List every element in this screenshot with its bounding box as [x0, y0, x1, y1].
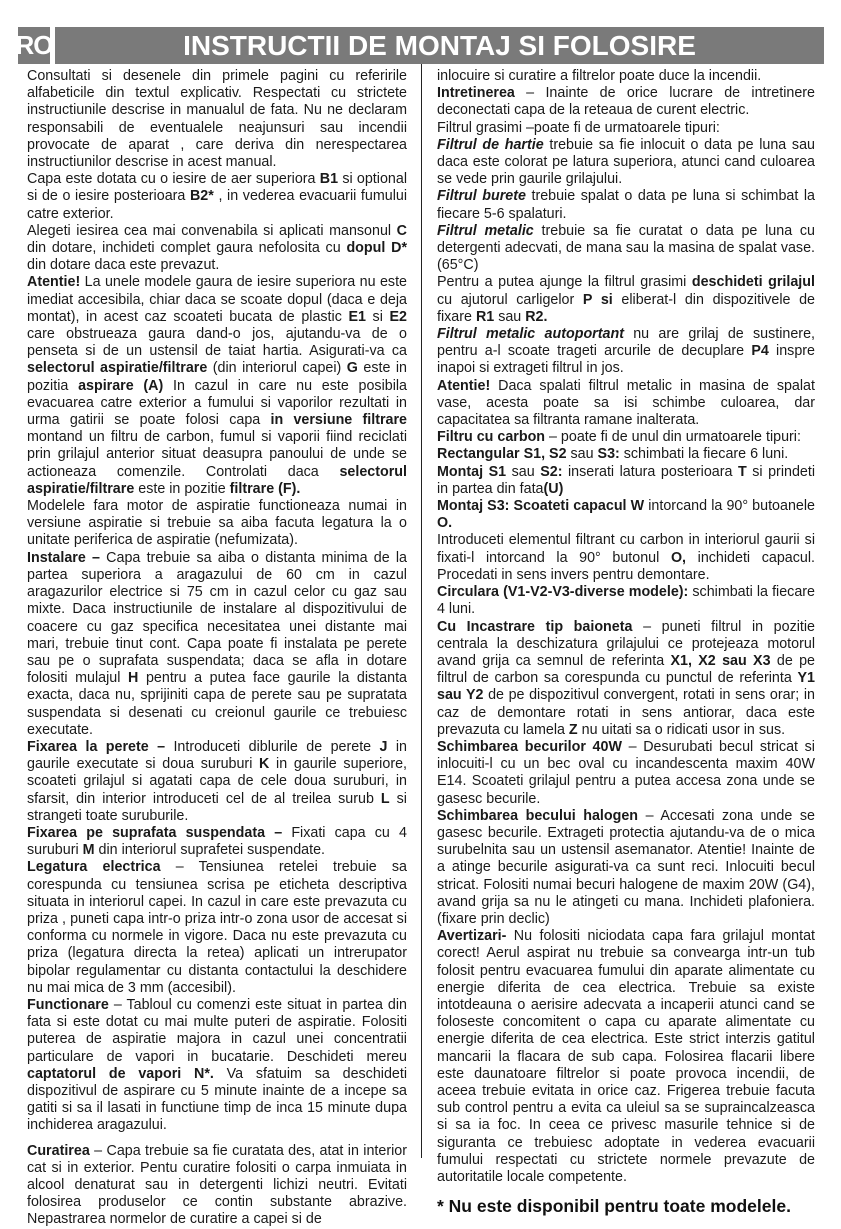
text-run: si prindeti in partea din fata	[437, 463, 815, 497]
emphasis-text: Filtrul metalic autoportant	[437, 326, 624, 343]
page-title	[55, 27, 824, 64]
emphasis-text: Intretinerea	[437, 85, 515, 102]
text-run: din dotare, inchideti complet gaura nefolosita cu	[27, 240, 347, 257]
sponge-filter-paragraph	[437, 188, 815, 222]
emphasis-text: Avertizari-	[437, 928, 507, 945]
cleaning-continued: inlocuire si curatire a filtrelor poate duce la incendii.	[437, 68, 762, 84]
outlet-paragraph	[27, 171, 407, 223]
emphasis-text: Z	[568, 721, 578, 738]
emphasis-text: selectorul aspiratie/filtrare	[27, 463, 407, 497]
attention-paragraph	[27, 274, 407, 498]
text-run: Fixati capa cu 4 suruburi	[27, 824, 407, 859]
text-run: inchideti capacul. Procedati in sens invers pentru demontare.	[437, 549, 815, 583]
paper-filter-paragraph	[437, 137, 815, 189]
text-run: si strangeti toate suruburile.	[27, 790, 407, 824]
text-run: si optional si de o iesire posterioara	[27, 171, 407, 205]
text-run: – Tabloul cu comenzi este situat in partea din fata si este dotat cu mai multe puteri de aspiratie. Folositi puterea de aspiratie majora in cazul unei concentratii particulare de vapori in bucatarie. Deschideti mereu	[27, 996, 407, 1065]
text-run: , in vederea evacuarii fumului catre exterior.	[27, 188, 407, 222]
footnote: * Nu este disponibil pentru toate modelele.	[437, 1196, 791, 1217]
electrical-paragraph	[27, 859, 407, 997]
emphasis-text: dopul D*	[346, 240, 408, 257]
emphasis-text: Functionare	[27, 996, 109, 1013]
text-run: in gaurile superiore, scoateti grilajul si agatati capa de cele doua suruburi, in sfarsit, din interior introduceti cel de al treilea surub	[27, 756, 407, 807]
text-run: sau	[506, 463, 541, 480]
text-run: nu are grilaj de sustinere, pentru a-l scoate trageti arcurile de decuplare	[437, 326, 815, 360]
right-column	[437, 68, 815, 1217]
emphasis-text: aspirare (A)	[78, 377, 164, 394]
emphasis-text: Schimbarea becurilor 40W	[437, 738, 622, 755]
emphasis-text	[437, 137, 544, 153]
text-run: Nu folositi niciodata capa fara grilajul montat corect! Aerul aspirat nu trebuie sa convearga intr-un tub folosit pentru evacuarea fumului din aparate alimentate cu energie diferita de cea electrica. Trebuie sa existe intotdeauna o aerisire adecvata a incaperii atunci cand se foloseste concomitent o capa cu aparate alimentate cu energie diferita de cea electrica. Este strict interzis gatitul mancarii la flacara de sub capa. Folosirea flacarii libere este daunatoare filtrelor si poate provoca incendii, de aceea trebuie evitata in orice caz. Frigerea trebuie facuta sub control pentru a evita ca uleiul sa se supraincalzeasca si sa ia foc. In ceea ce privesc masurile tehnice si de siguranta ce trebuiesc adoptate in vederea evacuarii fumului respectati cu strictete normele prevazute de autoritatile locale competente.	[437, 928, 815, 1185]
text-run: cu ajutorul carligelor	[437, 291, 583, 308]
metal-filter-paragraph	[437, 223, 815, 275]
text-run: inspre inapoi si extrageti filtrul in jos.	[437, 343, 815, 377]
emphasis-text: Curatirea	[27, 1142, 90, 1159]
emphasis-text: Legatura electrica	[27, 859, 161, 876]
text-run: Capa este dotata cu o iesire de aer superiora	[27, 171, 320, 188]
grease-filter-intro: Filtrul grasimi –poate fi de urmatoarele tipuri:	[437, 119, 720, 136]
emphasis-text	[437, 223, 534, 239]
text-run: – puneti filtrul in pozitie centrala la deschizatura grilajului ce protejeaza motorul avand grija ca semnul de referinta	[437, 618, 816, 669]
emphasis-text: Fixarea la perete –	[27, 738, 166, 755]
emphasis-text: Filtru cu carbon	[437, 429, 546, 446]
text-run: montand un filtru de carbon, fumul si vaporii fiind reciclati prin grilajul anterior situat deasupra panoului de unde se actioneaza comenzile. Controlati daca	[27, 429, 407, 480]
emphasis-text: Schimbarea becului halogen	[437, 807, 639, 824]
circular-filter	[437, 584, 815, 618]
emphasis-text: (U)	[543, 480, 564, 497]
text-run: – poate fi de unul din urmatoarele tipuri:	[545, 429, 801, 446]
text-run: – Tensiunea retelei trebuie sa corespunda cu tensiunea scrisa pe eticheta descriptiva situata in interiorul capei. In cazul in care este prevazuta cu priza , puneti capa intr-o priza intr-o zona usor de accesat si conforma cu normele in vigore. Daca nu este prevazuta cu priza (legatura directa la retea) aplicati un intrerupator bipolar regulamentar cu distanta contactului la deschidere nu mai mica de 3 mm (accesibil).	[27, 859, 407, 996]
sleeve-paragraph	[27, 223, 407, 275]
emphasis-text: filtrare (F).	[229, 480, 301, 497]
emphasis-text: X1, X2 sau X3	[670, 652, 771, 669]
emphasis-text: Atentie!	[27, 274, 81, 291]
emphasis-text: L	[380, 790, 390, 807]
wall-mount-paragraph	[27, 739, 407, 825]
emphasis-text: K	[259, 756, 270, 773]
emphasis-text: M	[82, 842, 95, 859]
text-run: – Inainte de orice lucrare de intretinere deconectati capa de la reteaua de curent electric.	[437, 85, 815, 119]
text-run: din dotare daca este prevazut.	[27, 257, 220, 274]
text-run: In cazul in care nu este posibila evacuarea catre exterior a fumului si vaporilor rezultati in urma gatirii se poate folosi capa	[27, 377, 407, 429]
text-run: de pe filtrul de carbon sa corespunda cu punctul de referinta	[437, 652, 816, 687]
emphasis-text: Montaj S1	[437, 463, 507, 480]
emphasis-text: Cu Incastrare tip baioneta	[437, 618, 633, 635]
emphasis-text: O.	[437, 515, 453, 532]
text-run: si	[365, 308, 390, 325]
text-run: in gaurile executate si doua suruburi	[27, 738, 407, 773]
text-run: Introduceti diblurile de perete	[165, 738, 380, 755]
emphasis-text: S2:	[540, 463, 563, 480]
maintenance-paragraph	[437, 85, 815, 119]
ceiling-mount-paragraph	[27, 825, 407, 859]
emphasis-text: Filtrul de hartie	[437, 136, 544, 153]
emphasis-text: P si	[582, 291, 613, 308]
installation-paragraph	[27, 550, 407, 739]
bayonet-filter-paragraph	[437, 619, 815, 739]
language-badge	[15, 27, 53, 64]
text-run: este in pozitia	[27, 360, 407, 394]
grille-paragraph	[437, 274, 815, 326]
text-run: – Capa trebuie sa fie curatata des, atat in interior cat si in exterior. Pentu curatire folositi o carpa inmuiata in alcool denaturat sau in detergenti lichizi neutri. Evitati folosirea produselor ce contin substante abrazive. Nepastrarea normelor de curatire a capei si de	[27, 1142, 407, 1228]
text-run: nu uitati sa o ridicati usor in sus.	[577, 721, 786, 738]
emphasis-text: Y1 sau Y2	[437, 670, 815, 704]
emphasis-text: Montaj S3: Scoateti capacul W	[437, 498, 645, 515]
insert-filter-paragraph	[437, 532, 815, 584]
emphasis-text: O,	[670, 549, 687, 566]
text-run: este in pozitie	[134, 480, 230, 497]
language-code: RO	[15, 30, 53, 60]
emphasis-text: captatorul de vapori N*.	[27, 1065, 214, 1082]
mount-s3	[437, 498, 815, 532]
dishwasher-warning	[437, 378, 815, 430]
rectangular-filter	[437, 446, 815, 463]
left-column	[27, 68, 407, 1229]
emphasis-text: Filtrul metalic	[437, 222, 534, 239]
warnings-paragraph	[437, 928, 815, 1186]
column-divider	[421, 64, 422, 1158]
text-run: trebuie spalat o data pe luna si schimbat la fiecare 5-6 spalaturi.	[437, 188, 815, 222]
emphasis-text: E1	[348, 308, 366, 325]
emphasis-text	[437, 326, 624, 342]
emphasis-text: selectorul aspiratie/filtrare	[27, 360, 208, 377]
emphasis-text: G	[346, 360, 358, 377]
text-run: de pe dispozitivul convergent, rotati in sens orar; in caz de demontare rotati in sens antiorar, daca este prevazuta cu lamela	[437, 687, 816, 738]
text-run: trebuie sa fie inlocuit o data pe luna sau daca este colorat pe latura superiora, atunci cand culoarea se vede prin gaurile grilajului.	[437, 136, 815, 188]
text-run: care obstrueaza gaura dand-o jos, ajutandu-va de o penseta si de un ustensil de taiat hartia. Asigurati-va ca	[27, 326, 407, 360]
self-supporting-filter-paragraph	[437, 326, 815, 378]
emphasis-text: B2*	[189, 188, 214, 205]
bulb-40w-paragraph	[437, 739, 815, 808]
emphasis-text: H	[128, 670, 139, 687]
emphasis-text: R2.	[525, 308, 548, 325]
emphasis-text: Atentie!	[437, 377, 491, 394]
emphasis-text: in versiune filtrare	[270, 412, 408, 429]
mount-s1-s2	[437, 464, 815, 498]
intro-paragraph: Consultati si desenele din primele pagini cu referirile alfabeticile din textul explicativ. Respectati cu strictete instructiunile descrise in manualul de fata. Nu ne declaram responsabili de eventualele neajunsuri sau incendii provocate de aparat , care deriva din nerespectarea instructiunilor descrise in acest manual.	[27, 68, 407, 171]
text-run: Va sfatuim sa deschideti dispozitivul de aspirare cu 5 minute inainte de a incepe sa gatiti si sa il lasati in functiune timp de inca 15 minute dupa inchiderea aragazului.	[27, 1065, 408, 1134]
text-run: inserati latura posterioara	[562, 463, 738, 480]
emphasis-text: P4	[751, 343, 769, 360]
text-run: din interiorul suprafetei suspendate.	[94, 842, 326, 859]
emphasis-text: deschideti grilajul	[691, 274, 815, 291]
text-run: Capa trebuie sa aiba o distanta minima de la partea superiora a aragazului de 60 cm in cazul aragazurilor electrice si 75 cm in cazul celor cu gaz sau mixte. Daca instructiunile de instalare al dispozitivului de coacere cu gaz specifica necesitatea unei distante mai mari, trebuie tinut cont. Capa poate fi instalata pe perete sau pe o suprafata suspendata; daca se afla in dotare folositi mulajul	[27, 549, 407, 687]
emphasis-text: Circulara (V1-V2-V3-diverse modele):	[437, 584, 689, 601]
emphasis-text: Filtrul burete	[437, 188, 526, 205]
text-run: – Accesati zona unde se gasesc becurile. Extrageti protectia ajutandu-va de o mica surubelnita sau un ustensil asemanator. Atentie! Inainte de a atinge becurile asigurati-va ca sunt reci. Inlocuiti becul stricat. Folositi numai becuri halogene de maxim 20W (G4), avand grija sa nu le atingeti cu mana. Inchideti plafoniera.(fixare prin declic)	[437, 807, 815, 927]
text-run: schimbati la fiecare 4 luni.	[437, 584, 815, 618]
emphasis-text: J	[379, 738, 388, 755]
emphasis-text: Rectangular S1, S2	[437, 446, 567, 463]
text-run: (din interiorul capei)	[207, 360, 347, 377]
emphasis-text: E2	[389, 308, 407, 325]
halogen-bulb-paragraph	[437, 808, 815, 928]
text-run: eliberat-l din dispozitivele de fixare	[437, 291, 815, 325]
text-run: sau	[494, 308, 526, 325]
text-run: Introduceti elementul filtrant cu carbon in interiorul gaurii si fixati-l intorcand la 90° butonul	[437, 532, 815, 566]
emphasis-text: Instalare –	[27, 549, 100, 566]
operation-paragraph	[27, 997, 407, 1135]
emphasis-text: S3:	[597, 446, 620, 463]
emphasis-text	[437, 188, 526, 204]
cleaning-paragraph	[27, 1143, 407, 1229]
text-run: sau	[566, 446, 598, 463]
text-run: schimbati la fiecare 6 luni.	[619, 446, 789, 463]
emphasis-text: C	[396, 222, 407, 239]
text-run: La unele modele gaura de iesire superiora nu este imediat accesibila, chiar daca se scoate dopul (daca e deja montat), in acest caz scoateti bucata de plastic	[27, 274, 407, 325]
emphasis-text: R1	[475, 308, 495, 325]
page-title-text: INSTRUCTII DE MONTAJ SI FOLOSIRE	[183, 29, 696, 61]
emphasis-text: B1	[319, 171, 339, 188]
emphasis-text: T	[737, 463, 747, 480]
text-run: Alegeti iesirea cea mai convenabila si aplicati mansonul	[27, 222, 397, 239]
text-run: trebuie sa fie curatat o data pe luna cu detergenti adecvati, de mana sau la masina de spalat vase. (65°C)	[437, 222, 816, 274]
text-run: – Desurubati becul stricat si inlocuiti-l cu un bec oval cu incandescenta maxim 40W E14. Scoateti grilajul pentru a putea accesa zona unde se gasesc becurile.	[437, 738, 815, 807]
text-run: intorcand la 90° butoanele	[644, 498, 815, 515]
text-run: pentru a putea face gaurile la distanta exacta, daca nu, sprijiniti capa de perete sau pe supratata suspendata si desenati cu creionul gaurile ce trebuiesc executate.	[27, 670, 407, 738]
motorless-paragraph: Modelele fara motor de aspiratie functioneaza numai in versiune aspiratie si trebuie sa aiba facuta legatura la o unitate periferica de aspiratie (nefumizata).	[27, 498, 407, 549]
text-run: Daca spalati filtrul metalic in masina de spalat vase, acesta poate sa isi schimbe culoarea, dar capacitatea sa filtranta ramane inalterata.	[437, 377, 815, 429]
carbon-filter-intro	[437, 429, 815, 446]
text-run: Pentru a putea ajunge la filtrul grasimi	[437, 274, 692, 291]
emphasis-text: Fixarea pe suprafata suspendata –	[27, 824, 283, 841]
